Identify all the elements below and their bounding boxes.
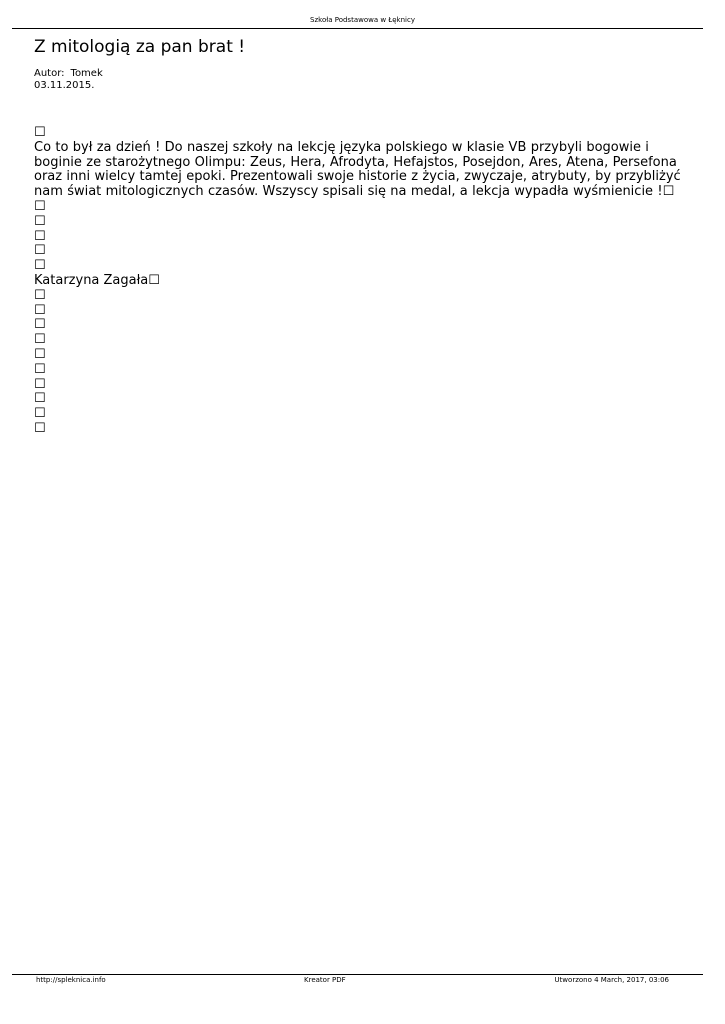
empty-line-marker: ☐ (34, 258, 46, 274)
footer-url: http://spleknica.info (36, 976, 106, 984)
empty-line-marker: ☐ (34, 287, 46, 303)
author-label: Autor: (34, 68, 65, 79)
article-paragraph: Co to był za dzień ! Do naszej szkoły na lekcję języka polskiego w klasie VB przybyli bogowie i boginie ze starożytnego Olimpu: Zeus, Hera, Afrodyta, Hefajstos, Posejdon, Ares, Atena, Persefona oraz inni wielcy tamtej epoki. Prezentowali swoje historie z życia, zwyczaje, atrybuty, by przybliżyć nam świat mitologicznych czasów. Wszyscy spisali się na medal, a lekcja wypadła wyśmienicie !☐ (34, 139, 681, 200)
empty-line-marker: ☐ (34, 332, 46, 348)
empty-line-marker: ☐ (34, 376, 46, 392)
site-name: Szkoła Podstawowa w Łęknicy (310, 16, 415, 24)
empty-line-marker: ☐ (34, 243, 46, 259)
empty-line-marker: ☐ (34, 361, 46, 377)
footer-generator: Kreator PDF (304, 976, 346, 984)
article-title: Z mitologią za pan brat ! (34, 37, 246, 57)
header-divider (12, 28, 703, 29)
empty-line-marker: ☐ (34, 213, 46, 229)
empty-line-marker: ☐ (34, 302, 46, 318)
empty-line-marker: ☐ (34, 420, 46, 436)
empty-line-marker: ☐ (34, 317, 46, 333)
article-date: 03.11.2015. (34, 80, 95, 91)
empty-line-marker: ☐ (34, 198, 46, 214)
empty-line-marker: ☐ (34, 228, 46, 244)
empty-line-marker: ☐ (34, 125, 46, 140)
article-body (34, 126, 689, 437)
author-signature: Katarzyna Zagała☐ (34, 272, 160, 288)
author-name: Tomek (70, 68, 103, 79)
footer-divider (12, 974, 703, 975)
author-line (34, 68, 103, 80)
empty-line-marker: ☐ (34, 391, 46, 407)
footer-created-date: Utworzono 4 March, 2017, 03:06 (554, 976, 669, 984)
empty-line-marker: ☐ (34, 406, 46, 422)
page-footer (0, 976, 725, 986)
article-meta (34, 68, 103, 92)
empty-line-marker: ☐ (34, 346, 46, 362)
